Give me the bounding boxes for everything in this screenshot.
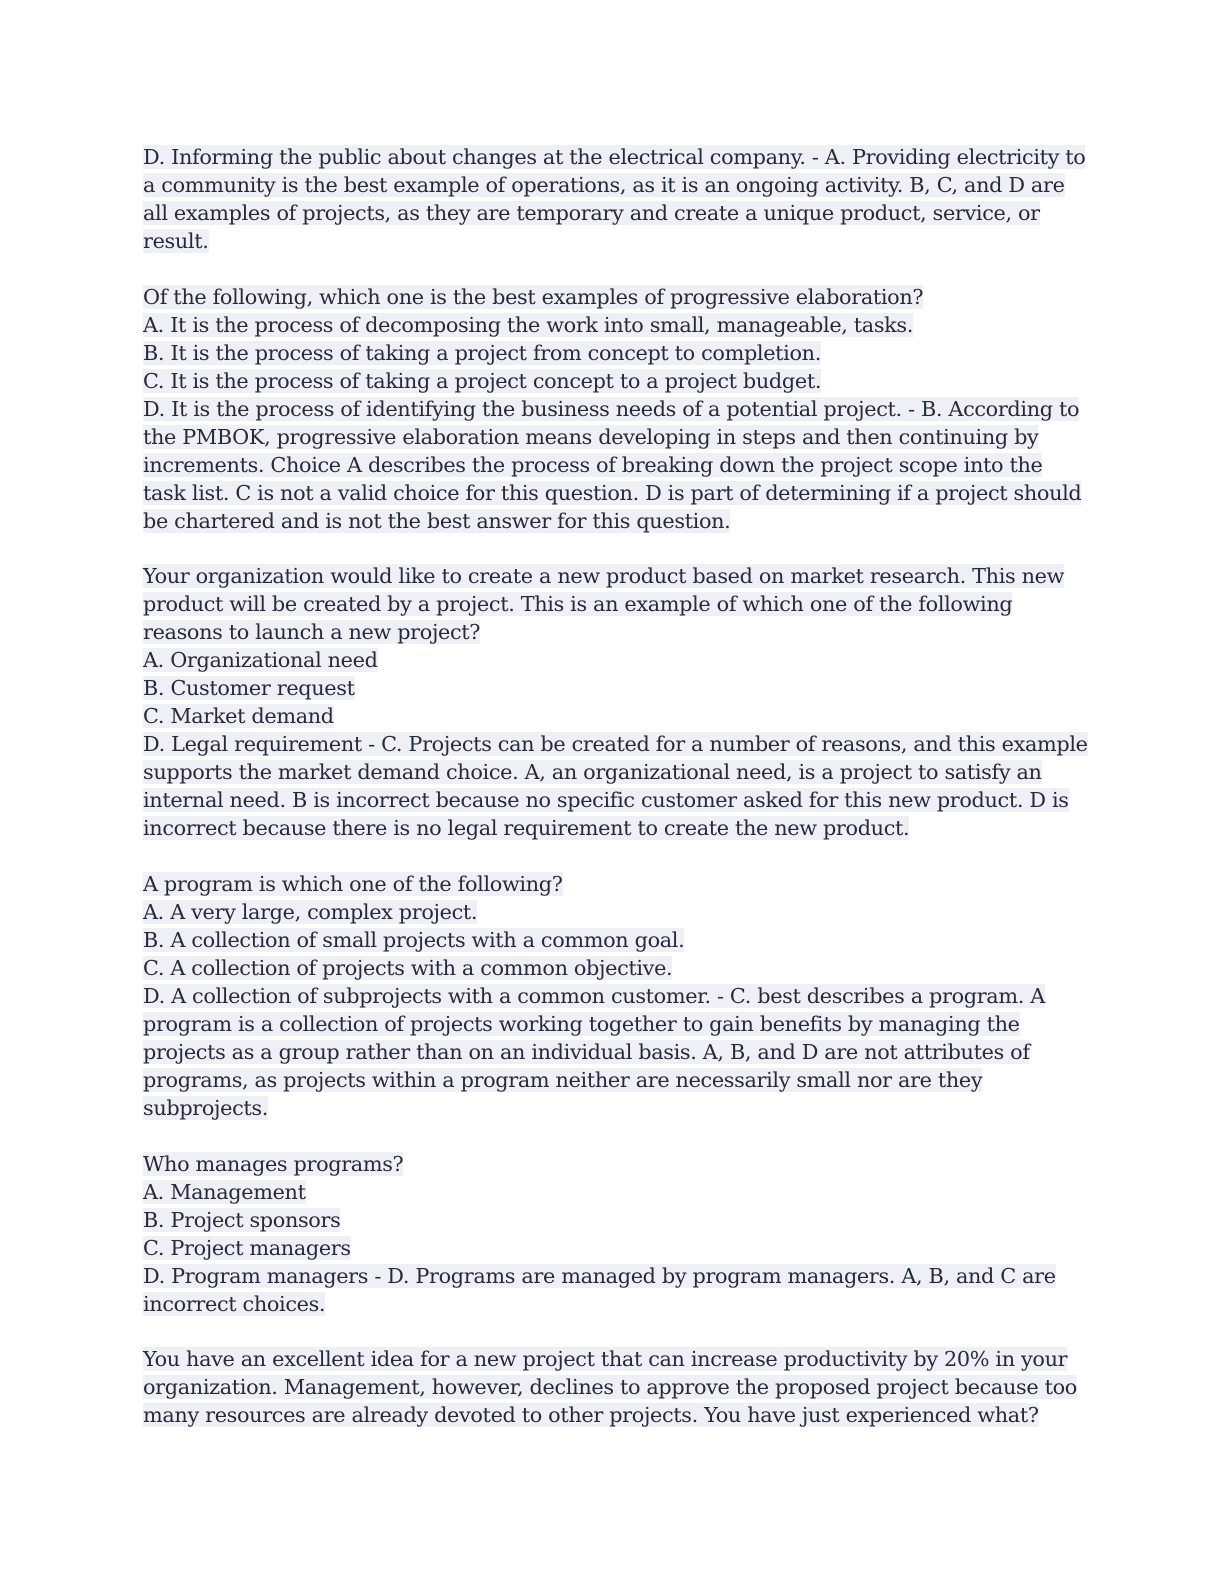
question-block (143, 143, 1086, 255)
text-line (143, 898, 1083, 926)
text-line (143, 507, 1083, 535)
highlighted-text: B. Customer request (143, 676, 355, 701)
text-line (143, 618, 1083, 646)
highlighted-text: product will be created by a project. This is an example of which one of the following (143, 592, 1013, 617)
paragraph-spacer (143, 1122, 1083, 1150)
text-line (143, 954, 1083, 982)
text-line (143, 1234, 1083, 1262)
highlighted-text: internal need. B is incorrect because no specific customer asked for this new product. D is (143, 788, 1069, 813)
text-line (143, 590, 1083, 618)
highlighted-text: D. Informing the public about changes at the electrical company. - A. Providing electricity to (143, 145, 1086, 169)
highlighted-text: A program is which one of the following? (143, 872, 563, 897)
text-line (143, 451, 1083, 479)
highlighted-text: D. Program managers - D. Programs are managed by program managers. A, B, and C are (143, 1263, 1056, 1288)
paragraph-spacer (143, 255, 1083, 283)
text-line (143, 1206, 1083, 1234)
text-line (143, 758, 1083, 786)
highlighted-text: C. It is the process of taking a project concept to a project budget. (143, 368, 822, 393)
text-line (143, 227, 1083, 255)
paragraph-spacer (143, 842, 1083, 870)
question-block (143, 283, 1083, 535)
text-line (143, 674, 1083, 702)
text-line (143, 870, 1083, 898)
text-line (143, 1290, 1083, 1318)
highlighted-text: D. Legal requirement - C. Projects can be created for a number of reasons, and this example (143, 732, 1088, 757)
text-line (143, 283, 1083, 311)
highlighted-text: C. A collection of projects with a common objective. (143, 956, 673, 981)
text-line (143, 1262, 1083, 1290)
question-block (143, 870, 1083, 1122)
highlighted-text: many resources are already devoted to other projects. You have just experienced what? (143, 1403, 1039, 1428)
text-line (143, 1401, 1083, 1429)
highlighted-text: A. Management (143, 1179, 306, 1204)
text-line (143, 646, 1083, 674)
document-body (143, 143, 1088, 1429)
highlighted-text: program is a collection of projects working together to gain benefits by managing the (143, 1012, 1020, 1037)
paragraph-spacer (143, 1318, 1083, 1346)
text-line (143, 786, 1083, 814)
highlighted-text: B. It is the process of taking a project from concept to completion. (143, 340, 821, 365)
text-line (143, 1345, 1083, 1373)
highlighted-text: Of the following, which one is the best examples of progressive elaboration? (143, 284, 924, 309)
highlighted-text: D. A collection of subprojects with a common customer. - C. best describes a program. A (143, 984, 1045, 1009)
highlighted-text: You have an excellent idea for a new project that can increase productivity by 20% in your (143, 1347, 1068, 1372)
text-line (143, 702, 1083, 730)
highlighted-text: organization. Management, however, declines to approve the proposed project because too (143, 1375, 1077, 1400)
highlighted-text: C. Project managers (143, 1235, 351, 1260)
text-line (143, 339, 1083, 367)
highlighted-text: D. It is the process of identifying the business needs of a potential project. - B. According to (143, 396, 1080, 421)
highlighted-text: subprojects. (143, 1096, 268, 1121)
text-line (143, 171, 1083, 199)
text-line (143, 395, 1083, 423)
highlighted-text: programs, as projects within a program neither are necessarily small nor are they (143, 1068, 983, 1093)
text-line (143, 1094, 1083, 1122)
highlighted-text: increments. Choice A describes the process of breaking down the project scope into the (143, 452, 1043, 477)
text-line (143, 1178, 1083, 1206)
text-line (143, 814, 1083, 842)
text-line (143, 1066, 1083, 1094)
text-line (143, 311, 1083, 339)
text-line (143, 1038, 1083, 1066)
highlighted-text: result. (143, 229, 209, 253)
highlighted-text: B. Project sponsors (143, 1207, 341, 1232)
highlighted-text: C. Market demand (143, 704, 334, 729)
text-line (143, 926, 1083, 954)
highlighted-text: Who manages programs? (143, 1151, 404, 1176)
text-line (143, 1150, 1083, 1178)
text-line (143, 143, 1086, 171)
text-line (143, 479, 1083, 507)
question-block (143, 562, 1088, 842)
highlighted-text: the PMBOK, progressive elaboration means developing in steps and then continuing by (143, 424, 1039, 449)
highlighted-text: A. It is the process of decomposing the work into small, manageable, tasks. (143, 312, 914, 337)
highlighted-text: task list. C is not a valid choice for this question. D is part of determining if a project should (143, 480, 1082, 505)
highlighted-text: be chartered and is not the best answer for this question. (143, 508, 731, 533)
paragraph-spacer (143, 535, 1083, 563)
highlighted-text: B. A collection of small projects with a common goal. (143, 928, 685, 953)
highlighted-text: A. Organizational need (143, 648, 378, 673)
highlighted-text: supports the market demand choice. A, an organizational need, is a project to satisfy an (143, 760, 1042, 785)
text-line (143, 367, 1083, 395)
highlighted-text: reasons to launch a new project? (143, 620, 481, 645)
highlighted-text: A. A very large, complex project. (143, 900, 478, 925)
text-line (143, 982, 1083, 1010)
highlighted-text: a community is the best example of operations, as it is an ongoing activity. B, C, and D are (143, 173, 1065, 197)
text-line (143, 423, 1083, 451)
text-line (143, 1010, 1083, 1038)
question-block (143, 1345, 1083, 1429)
question-block (143, 1150, 1083, 1318)
text-line (143, 1373, 1083, 1401)
highlighted-text: incorrect choices. (143, 1291, 326, 1316)
text-line (143, 562, 1083, 590)
highlighted-text: all examples of projects, as they are temporary and create a unique product, service, or (143, 201, 1040, 225)
highlighted-text: Your organization would like to create a new product based on market research. This new (143, 564, 1065, 589)
text-line (143, 199, 1083, 227)
text-line (143, 730, 1088, 758)
highlighted-text: incorrect because there is no legal requirement to create the new product. (143, 816, 910, 841)
highlighted-text: projects as a group rather than on an individual basis. A, B, and D are not attributes of (143, 1040, 1030, 1065)
